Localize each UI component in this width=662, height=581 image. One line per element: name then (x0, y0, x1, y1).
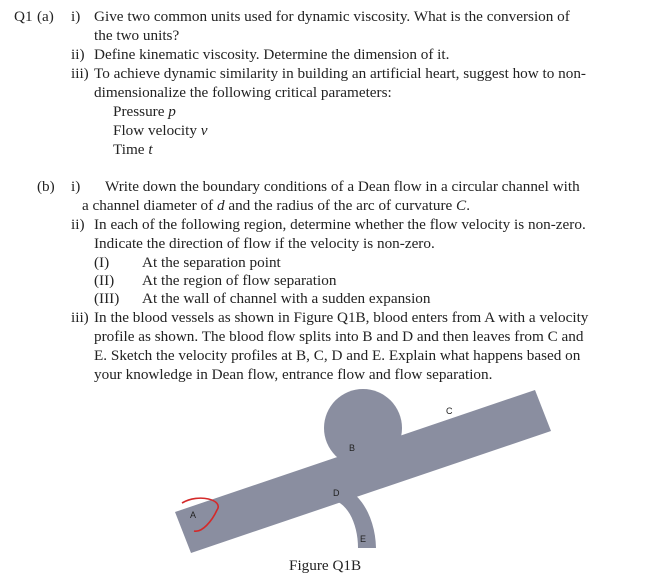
b-iii-number: iii) (71, 309, 89, 326)
label-b: B (349, 443, 356, 453)
b-i-text-mid: and the radius of the arc of curvature (228, 197, 453, 214)
part-a-label: (a) (37, 8, 54, 25)
b-ii-item-2-number: (II) (94, 272, 115, 289)
a-ii-text: Define kinematic viscosity. Determine the dimension of it. (94, 46, 450, 63)
param-name: Pressure (113, 103, 165, 120)
b-ii-number: ii) (71, 216, 85, 233)
param-name: Time (113, 141, 145, 158)
param-name: Flow velocity (113, 122, 197, 139)
a-i-line2: the two units? (94, 27, 180, 44)
vessel-bulge (324, 389, 402, 467)
b-i-line1: Write down the boundary conditions of a Dean flow in a circular channel with (105, 178, 580, 195)
label-e: E (360, 534, 367, 544)
a-iii-line1: To achieve dynamic similarity in building an artificial heart, suggest how to non- (94, 65, 586, 82)
a-i-line1: Give two common units used for dynamic viscosity. What is the conversion of (94, 8, 570, 25)
b-i-text-end: . (466, 197, 470, 214)
b-iii-line1: In the blood vessels as shown in Figure Q1B, blood enters from A with a velocity (94, 309, 589, 326)
b-ii-item-3-text: At the wall of channel with a sudden expansion (142, 290, 431, 307)
a-ii-number: ii) (71, 46, 85, 63)
param-symbol: v (200, 122, 208, 139)
b-iii-line4: your knowledge in Dean flow, entrance flow and flow separation. (94, 366, 493, 383)
b-ii-item-2-text: At the region of flow separation (142, 272, 337, 289)
b-i-number: i) (71, 178, 81, 195)
param-symbol: t (148, 141, 153, 158)
b-ii-item-3-number: (III) (94, 290, 120, 307)
curvature-symbol: C (456, 197, 467, 214)
a-iii-number: iii) (71, 65, 89, 82)
a-iii-line2: dimensionalize the following critical parameters: (94, 84, 392, 101)
b-ii-line2: Indicate the direction of flow if the velocity is non-zero. (94, 235, 435, 252)
figure-caption: Figure Q1B (289, 557, 362, 574)
b-ii-item-1-text: At the separation point (142, 254, 281, 271)
label-a: A (190, 510, 197, 520)
b-i-text-pre: a channel diameter of (82, 197, 214, 214)
b-iii-line2: profile as shown. The blood flow splits into B and D and then leaves from C and (94, 328, 584, 345)
question-number: Q1 (14, 8, 33, 25)
label-c: C (446, 406, 453, 416)
b-ii-item-1-number: (I) (94, 254, 110, 271)
part-b-label: (b) (37, 178, 55, 195)
label-d: D (333, 488, 340, 498)
b-ii-line1: In each of the following region, determine whether the flow velocity is non-zero. (94, 216, 586, 233)
b-iii-line3: E. Sketch the velocity profiles at B, C, D and E. Explain what happens based on (94, 347, 581, 364)
a-i-number: i) (71, 8, 81, 25)
diameter-symbol: d (216, 197, 225, 214)
param-symbol: p (168, 103, 176, 120)
